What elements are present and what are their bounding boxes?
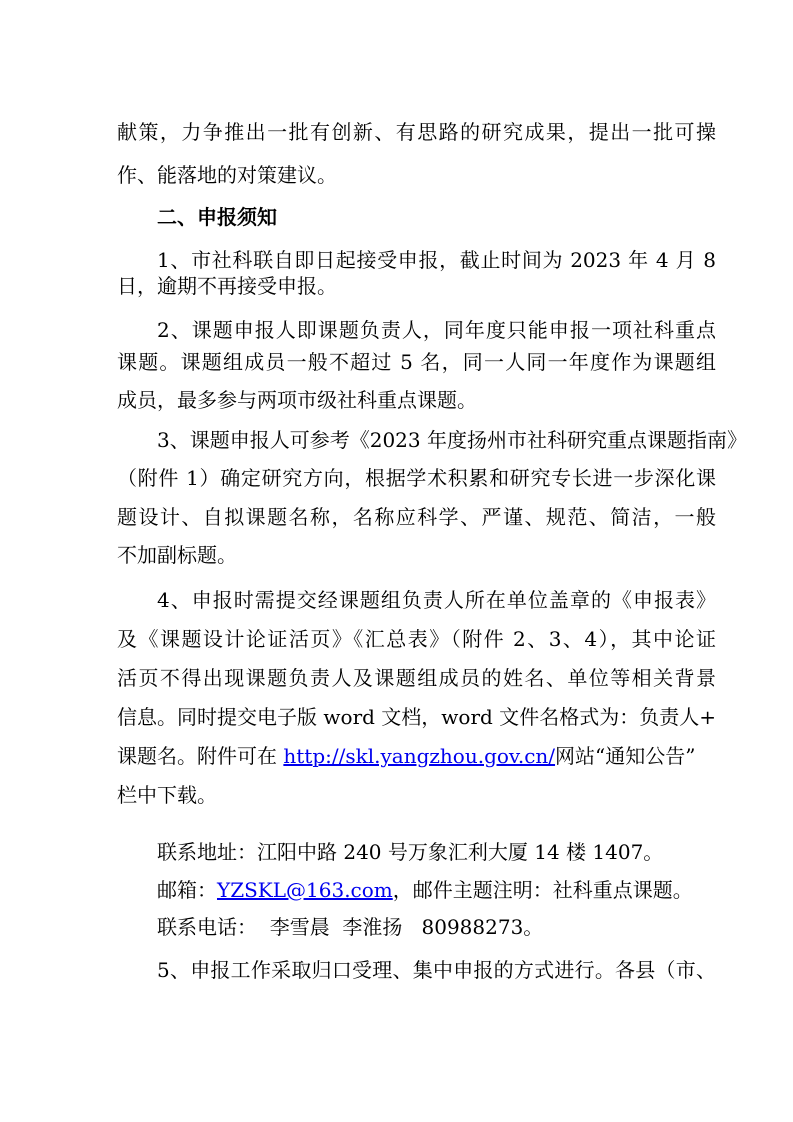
paragraph-line: 日，逾期不再接受申报。 bbox=[117, 274, 337, 298]
paragraph-line: （附件 1）确定研究方向，根据学术积累和研究专长进一步深化课 bbox=[117, 466, 716, 490]
paragraph-line: 4、申报时需提交经课题组负责人所在单位盖章的《申报表》 bbox=[157, 588, 716, 612]
paragraph-line: 课题。课题组成员一般不超过 5 名，同一人同一年度作为课题组 bbox=[117, 350, 716, 374]
contact-phone: 联系电话： 李雪晨 李淮扬 80988273。 bbox=[157, 915, 544, 939]
contact-email-line bbox=[157, 873, 693, 907]
paragraph-line: 成员，最多参与两项市级社科重点课题。 bbox=[117, 388, 477, 412]
contact-address: 联系地址：江阳中路 240 号万象汇利大厦 14 楼 1407。 bbox=[157, 840, 664, 864]
paragraph-line: 题设计、自拟课题名称，名称应科学、严谨、规范、简洁，一般 bbox=[117, 505, 716, 529]
paragraph-line: 栏中下载。 bbox=[117, 783, 217, 807]
text-segment: 网站“通知公告” bbox=[555, 744, 696, 768]
text-segment: 邮箱： bbox=[157, 878, 217, 902]
paragraph-line: 5、申报工作采取归口受理、集中申报的方式进行。各县（市、 bbox=[157, 958, 716, 982]
website-link[interactable]: http://skl.yangzhou.gov.cn/ bbox=[283, 744, 556, 768]
section-heading: 二、申报须知 bbox=[157, 205, 277, 229]
text-segment: 课题名。附件可在 bbox=[117, 744, 284, 768]
paragraph-line: 信息。同时提交电子版 word 文档，word 文件名格式为：负责人+ bbox=[117, 705, 716, 729]
paragraph-line: 2、课题申报人即课题负责人，同年度只能申报一项社科重点 bbox=[157, 318, 716, 342]
paragraph-line: 作、能落地的对策建议。 bbox=[117, 163, 337, 187]
paragraph-line: 献策，力争推出一批有创新、有思路的研究成果，提出一批可操 bbox=[117, 120, 716, 144]
paragraph-line: 3、课题申报人可参考《2023 年度扬州市社科研究重点课题指南》 bbox=[157, 428, 747, 452]
paragraph-line: 1、市社科联自即日起接受申报，截止时间为 2023 年 4 月 8 bbox=[157, 248, 716, 272]
paragraph-line: 活页不得出现课题负责人及课题组成员的姓名、单位等相关背景 bbox=[117, 666, 716, 690]
paragraph-line: 不加副标题。 bbox=[117, 543, 237, 567]
paragraph-line bbox=[117, 739, 695, 773]
email-link[interactable]: YZSKL@163.com bbox=[217, 878, 393, 902]
text-segment: ，邮件主题注明：社科重点课题。 bbox=[392, 878, 693, 902]
paragraph-line: 及《课题设计论证活页》《汇总表》（附件 2、3、4），其中论证 bbox=[117, 627, 716, 651]
